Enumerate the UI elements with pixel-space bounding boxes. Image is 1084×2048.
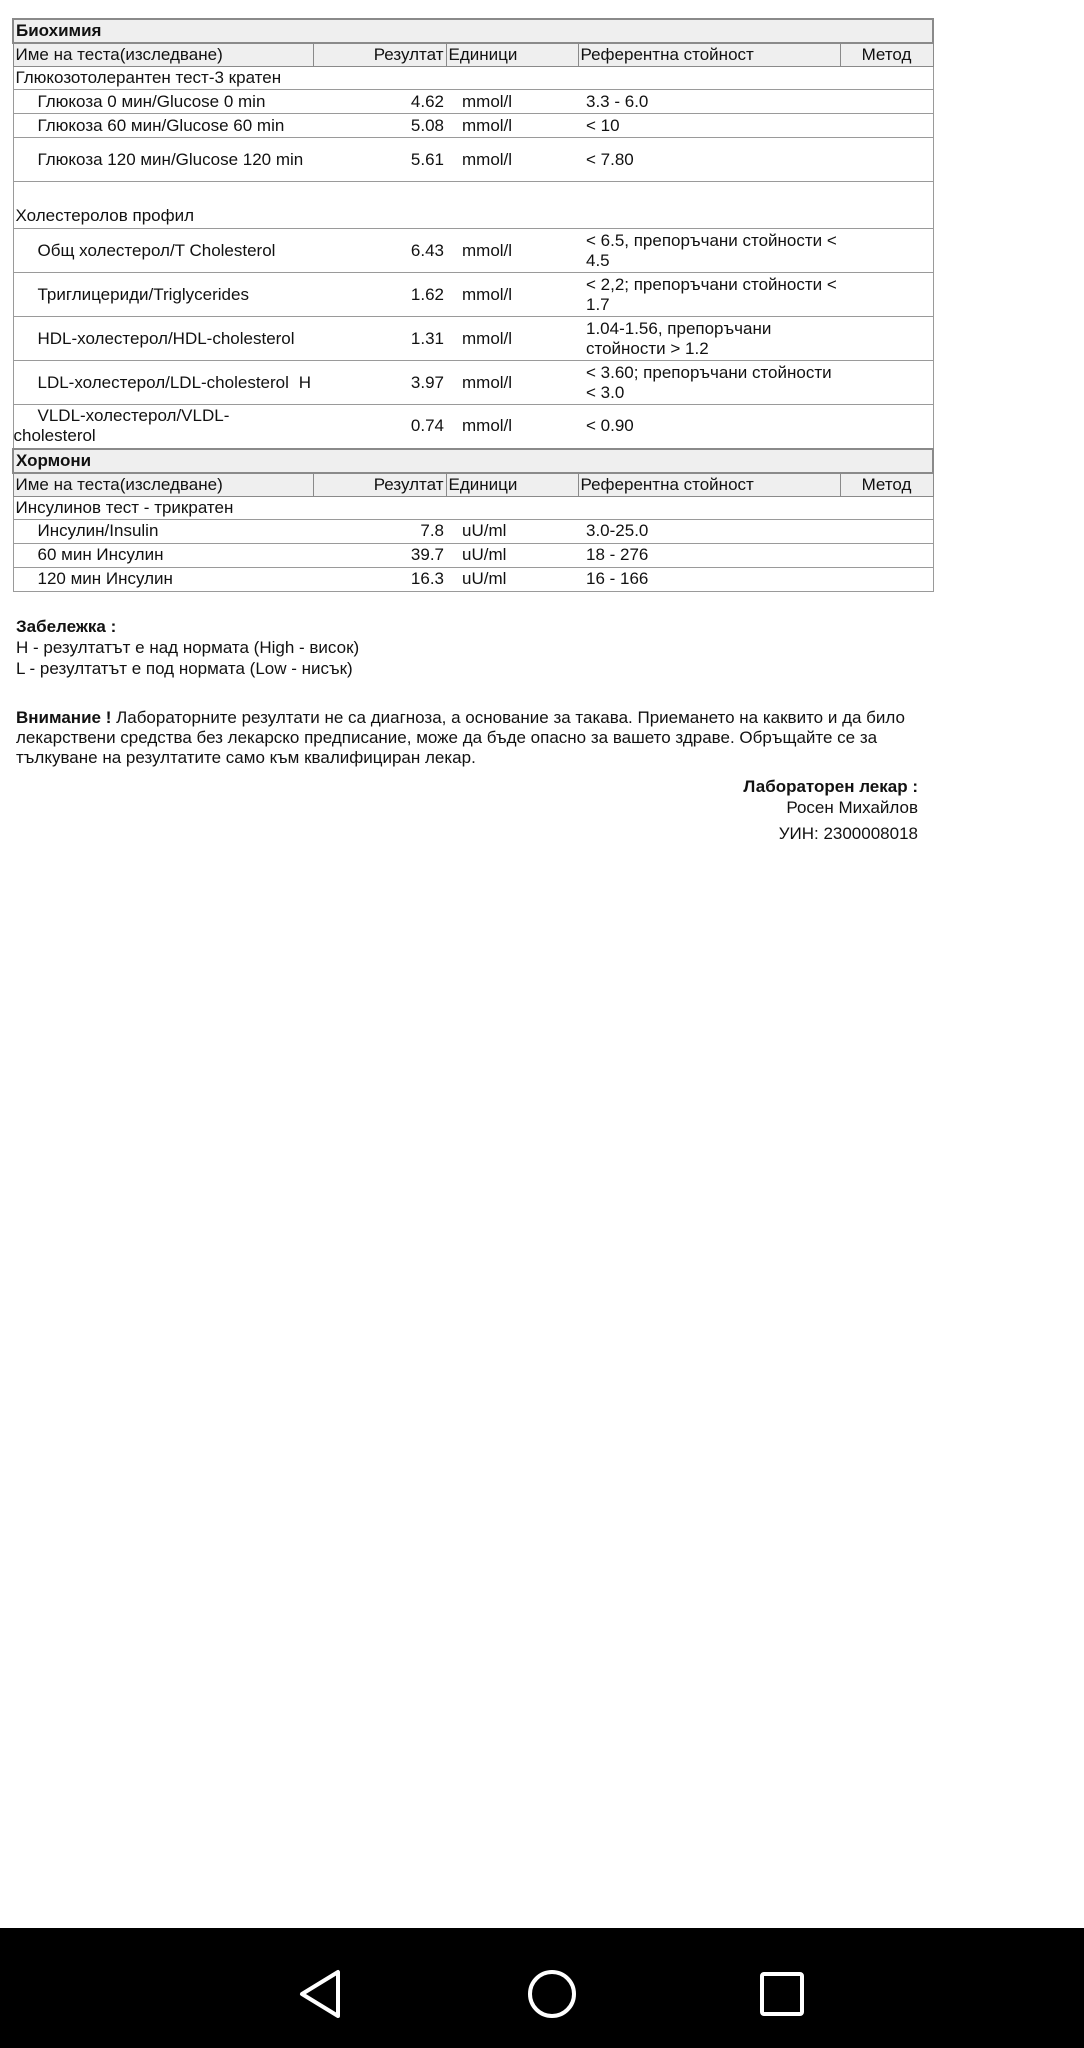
result-value: 3.97 xyxy=(313,361,446,405)
test-name-cell xyxy=(13,567,313,591)
test-name-cell xyxy=(13,405,313,449)
home-circle-icon[interactable] xyxy=(522,1964,582,2024)
method-cell xyxy=(840,114,933,138)
group-title-row xyxy=(13,67,933,90)
warning-label: Внимание ! xyxy=(16,708,112,727)
test-name: Глюкоза 60 мин/Glucose 60 min xyxy=(37,115,285,135)
section-title: Хормони xyxy=(13,449,933,473)
test-name-cell xyxy=(13,90,313,114)
test-name-cell xyxy=(13,361,313,405)
result-value: 4.62 xyxy=(313,90,446,114)
method-cell xyxy=(840,229,933,273)
test-name-cell xyxy=(13,229,313,273)
recents-square-icon[interactable] xyxy=(752,1964,812,2024)
result-units: mmol/l xyxy=(446,90,578,114)
table-row xyxy=(13,229,933,273)
table-row xyxy=(13,361,933,405)
column-header-result: Резултат xyxy=(313,473,446,497)
notes-title: Забележка : xyxy=(16,617,117,636)
test-name-cell xyxy=(13,114,313,138)
reference-range: 3.0-25.0 xyxy=(578,519,840,543)
result-units: mmol/l xyxy=(446,361,578,405)
signature-name: Росен Михайлов xyxy=(786,798,918,817)
result-value: 16.3 xyxy=(313,567,446,591)
result-units: mmol/l xyxy=(446,138,578,182)
result-value: 5.08 xyxy=(313,114,446,138)
method-cell xyxy=(840,317,933,361)
result-value: 5.61 xyxy=(313,138,446,182)
table-row xyxy=(13,138,933,182)
reference-range: < 2,2; препоръчани стойности < 1.7 xyxy=(578,273,840,317)
test-name: LDL-холестерол/LDL-cholesterol xyxy=(37,372,289,392)
reference-range: 1.04-1.56, препоръчани стойности > 1.2 xyxy=(578,317,840,361)
test-name: 120 мин Инсулин xyxy=(37,569,173,588)
method-cell xyxy=(840,519,933,543)
result-units: uU/ml xyxy=(446,543,578,567)
result-units: mmol/l xyxy=(446,317,578,361)
signature-role: Лабораторен лекар : xyxy=(743,777,918,796)
result-units: uU/ml xyxy=(446,519,578,543)
table-row xyxy=(13,273,933,317)
test-name: Общ холестерол/T Cholesterol xyxy=(37,240,276,260)
result-value: 6.43 xyxy=(313,229,446,273)
column-header-row xyxy=(13,43,933,67)
result-units: mmol/l xyxy=(446,114,578,138)
table-row xyxy=(13,317,933,361)
section-title: Биохимия xyxy=(13,19,933,43)
group-title: Глюкозотолерантен тест-3 кратен xyxy=(13,67,933,90)
group-title-row xyxy=(13,496,933,519)
results-table xyxy=(12,18,934,592)
section-title-row xyxy=(13,19,933,43)
result-value: 1.31 xyxy=(313,317,446,361)
reference-range: < 6.5, препоръчани стойности < 4.5 xyxy=(578,229,840,273)
result-value: 0.74 xyxy=(313,405,446,449)
column-header-reference: Референтна стойност xyxy=(578,473,840,497)
group-title: Инсулинов тест - трикратен xyxy=(13,496,933,519)
test-name-cell xyxy=(13,519,313,543)
test-name: HDL-холестерол/HDL-cholesterol xyxy=(37,328,295,348)
reference-range: 3.3 - 6.0 xyxy=(578,90,840,114)
table-row xyxy=(13,90,933,114)
method-cell xyxy=(840,361,933,405)
column-header-method: Метод xyxy=(840,43,933,67)
signature-block xyxy=(743,776,918,844)
column-header-units: Единици xyxy=(446,473,578,497)
column-header-row xyxy=(13,473,933,497)
test-name: Глюкоза 0 мин/Glucose 0 min xyxy=(37,91,266,111)
reference-range: < 3.60; препоръчани стойности < 3.0 xyxy=(578,361,840,405)
test-name-cell xyxy=(13,317,313,361)
result-units: mmol/l xyxy=(446,229,578,273)
method-cell xyxy=(840,405,933,449)
test-name: Инсулин/Insulin xyxy=(37,521,159,540)
test-name-cell xyxy=(13,138,313,182)
back-triangle-icon[interactable] xyxy=(292,1964,352,2024)
table-row xyxy=(13,519,933,543)
group-title-row xyxy=(13,182,933,229)
reference-range: 16 - 166 xyxy=(578,567,840,591)
table-row xyxy=(13,567,933,591)
android-nav-bar xyxy=(0,1928,1084,2048)
column-header-name: Име на теста(изследване) xyxy=(13,473,313,497)
column-header-name: Име на теста(изследване) xyxy=(13,43,313,67)
notes-block xyxy=(16,616,916,679)
signature-uin: УИН: 2300008018 xyxy=(778,824,918,843)
result-units: uU/ml xyxy=(446,567,578,591)
test-name-cell xyxy=(13,273,313,317)
table-row xyxy=(13,114,933,138)
result-value: 1.62 xyxy=(313,273,446,317)
test-name: VLDL-холестерол/VLDL-cholesterol xyxy=(13,406,230,446)
result-value: 39.7 xyxy=(313,543,446,567)
test-name: Триглицериди/Triglycerides xyxy=(37,284,249,304)
method-cell xyxy=(840,273,933,317)
reference-range: < 10 xyxy=(578,114,840,138)
result-units: mmol/l xyxy=(446,273,578,317)
result-units: mmol/l xyxy=(446,405,578,449)
note-low: L - резултатът е под нормата (Low - нисък) xyxy=(16,659,353,678)
column-header-reference: Референтна стойност xyxy=(578,43,840,67)
result-flag: H xyxy=(298,372,311,392)
note-high: H - резултатът е над нормата (High - висок) xyxy=(16,638,360,657)
test-name: Глюкоза 120 мин/Glucose 120 min xyxy=(37,149,304,169)
warning-text: Лабораторните резултати не са диагноза, а основание за такава. Приемането на каквито и да било лекарствени средства без лекарско предписание, може да бъде опасно за вашето здраве. Обръщайте се за тълкуване на резултатите само към квалифициран лекар. xyxy=(16,708,905,767)
method-cell xyxy=(840,543,933,567)
method-cell xyxy=(840,567,933,591)
result-value: 7.8 xyxy=(313,519,446,543)
table-row xyxy=(13,543,933,567)
table-row xyxy=(13,405,933,449)
column-header-units: Единици xyxy=(446,43,578,67)
column-header-result: Резултат xyxy=(313,43,446,67)
column-header-method: Метод xyxy=(840,473,933,497)
warning-block xyxy=(16,708,916,768)
lab-report xyxy=(12,18,932,592)
group-title: Холестеролов профил xyxy=(13,182,933,229)
reference-range: < 7.80 xyxy=(578,138,840,182)
section-title-row xyxy=(13,449,933,473)
test-name-cell xyxy=(13,543,313,567)
test-name: 60 мин Инсулин xyxy=(37,545,164,564)
reference-range: 18 - 276 xyxy=(578,543,840,567)
method-cell xyxy=(840,90,933,114)
reference-range: < 0.90 xyxy=(578,405,840,449)
method-cell xyxy=(840,138,933,182)
